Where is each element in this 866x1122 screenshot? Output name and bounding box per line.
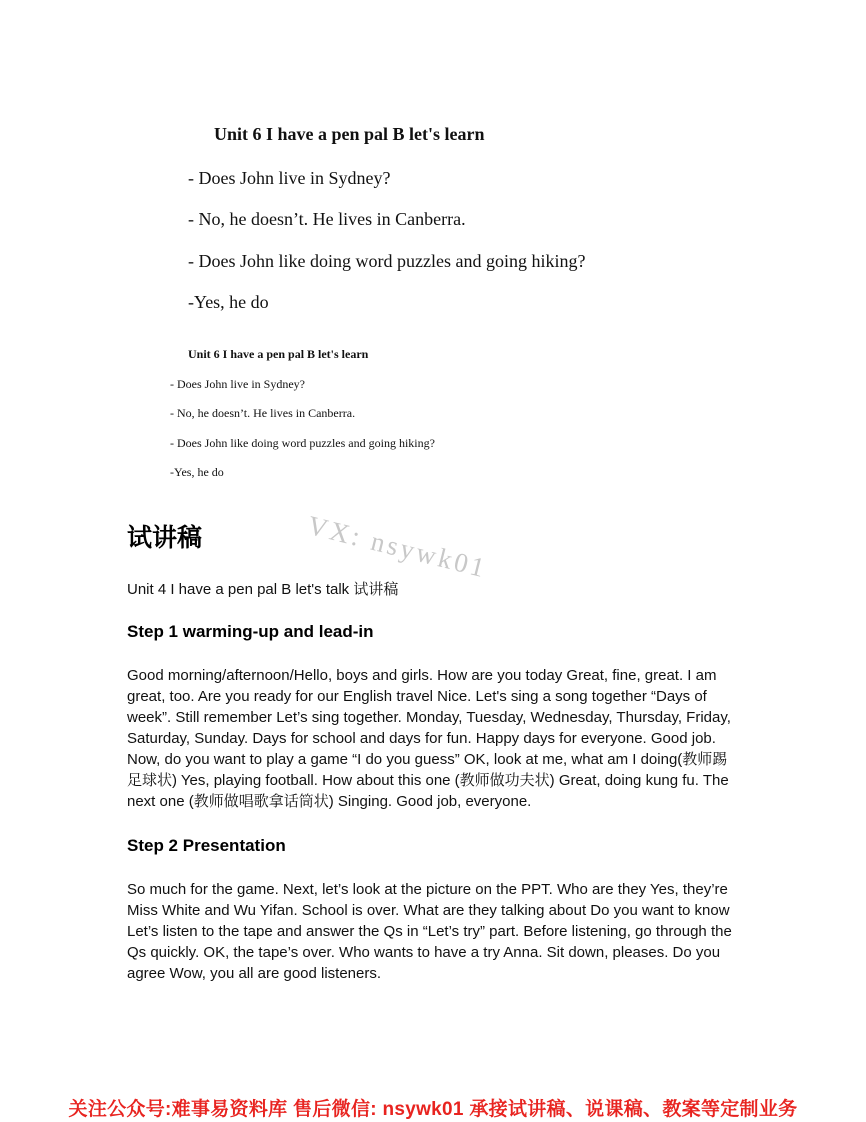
footer-banner: 关注公众号:难事易资料库 售后微信: nsywk01 承接试讲稿、说课稿、教案等定制业务 [68,1099,798,1120]
step-2-heading: Step 2 Presentation [127,836,286,855]
document-heading: 试讲稿 [127,524,203,552]
large-block-line-2: - No, he doesn’t. He lives in Canberra. [188,209,466,229]
large-block-line-4: -Yes, he do [188,292,269,312]
small-block-line-1: - Does John live in Sydney? [170,377,305,391]
small-block-line-4: -Yes, he do [170,465,224,479]
small-block-line-2: - No, he doesn’t. He lives in Canberra. [170,406,356,420]
step-1-heading: Step 1 warming-up and lead-in [127,622,374,641]
step-1-paragraph: Good morning/afternoon/Hello, boys and girls. How are you today Great, fine, great. I am great, too. Are you ready for our English travel Nice. Let's sing a song together “Days of week”. Still remember Let’s sing together. Monday, Tuesday, Wednesday, Thursday, Friday, Saturday, Sunday. Days for school and days for fun. Happy days for everyone. Good job. Now, do you want to play a game “I do you guess” OK, look at me, what am I doing(教师踢足球状) Yes, playing football. How about this one (教师做功夫状) Great, doing kung fu. The next one (教师做唱歌拿话筒状) Singing. Good job, everyone. [127,667,731,810]
document-subtitle: Unit 4 I have a pen pal B let's talk 试讲稿 [127,581,399,598]
small-block-line-3: - Does John like doing word puzzles and going hiking? [170,436,435,450]
large-block-title: Unit 6 I have a pen pal B let's learn [214,124,485,144]
step-2-paragraph: So much for the game. Next, let’s look at the picture on the PPT. Who are they Yes, they’re Miss White and Wu Yifan. School is over. What are they talking about Do you want to know Let’s listen to the tape and answer the Qs in “Let’s try” part. Before listening, go through the Qs quickly. OK, the tape’s over. Who wants to have a try Anna. Sit down, pleases. Do you agree Wow, you all are good listeners. [127,881,732,982]
watermark: VX: nsywk01 [304,510,491,584]
small-block-title: Unit 6 I have a pen pal B let's learn [188,347,369,361]
large-block-line-1: - Does John live in Sydney? [188,168,391,188]
large-block-line-3: - Does John like doing word puzzles and going hiking? [188,251,586,271]
